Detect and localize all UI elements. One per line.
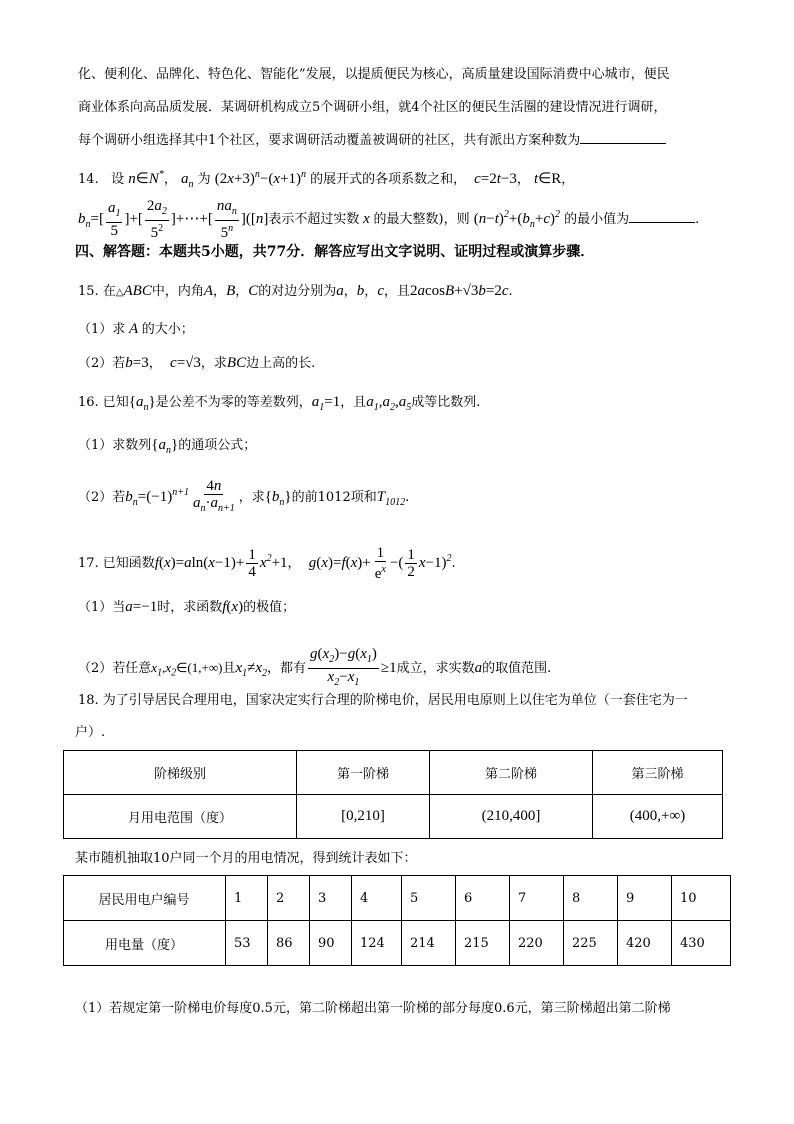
p14-math-sep1: ]+[: [124, 211, 143, 227]
p17-math-f: f(x)=aln(x−1)+: [154, 555, 245, 571]
p14-math-target: $(n-t)^2+(b_n+c)^2$: [473, 209, 560, 230]
p17-q1-b: 时，求函数: [157, 600, 223, 615]
table-cell: 430: [672, 921, 731, 966]
table-cell: 阶梯级别: [64, 751, 297, 795]
p17-q2-frac: $\frac{g(x_2)-g(x_1)}{x_2-x_1}$: [310, 646, 377, 688]
table-cell: 214: [402, 921, 456, 966]
p14-number: 14.: [78, 172, 99, 187]
p18-line2: 户）.: [75, 725, 106, 740]
table-cell: 月用电范围（度）: [64, 795, 297, 839]
table-cell: 3: [310, 876, 352, 921]
table-cell: 420: [618, 921, 672, 966]
p16-stem-d: 成等比数列.: [411, 395, 481, 410]
answer-blank-14: [629, 210, 695, 223]
p18-q1: （1）若规定第一阶梯电价每度0.5元，第二阶梯超出第一阶梯的部分每度0.6元，第三阶梯超出第二阶梯: [75, 1001, 671, 1016]
usage-table: [63, 875, 731, 966]
p18-intro2: 某市随机抽取10户同一个月的用电情况，得到统计表如下：: [75, 851, 417, 866]
table-cell: 124: [352, 921, 402, 966]
table-cell: 9: [618, 876, 672, 921]
p15-q2: （2）若b=3， c=√3，求BC边上高的长.: [78, 355, 316, 371]
p16-q1-b: 的通项公式；: [178, 438, 257, 453]
p15-stem-b: 中，内角: [151, 284, 204, 299]
p14-math-sep2: ]+⋯+[: [170, 211, 213, 227]
p15-math-c: c: [377, 283, 384, 299]
table-cell: (210,400]: [430, 795, 593, 839]
p15-q1-a: （1）求: [78, 322, 126, 337]
table-cell: 1: [226, 876, 268, 921]
p14-math-t: t∈R: [534, 171, 562, 187]
p16-stem-b: 是公差不为零的等差数列，: [155, 395, 312, 410]
p13-line1: 化、便利化、品牌化、特色化、智能化”发展，以提质便民为核心，高质量建设国际消费中心城市，便民: [78, 67, 670, 82]
p16-q2: （2）若$b_n=(-1)^{n+1}$ $\frac{4n}{a_n\cdot a_{n+1}}$ ，求$\{b_n\}$的前1012项和$T_{1012}$.: [78, 478, 409, 517]
p15-stem-c: 的对边分别为: [258, 284, 337, 299]
answer-blank-13: [580, 131, 666, 144]
p16-q1-an: $\{a_n\}$: [151, 437, 179, 456]
p15-q2-BC: BC: [226, 355, 247, 371]
p14-math-c: c=2t−3: [470, 171, 517, 187]
p14-t1: 设: [111, 172, 125, 187]
p17-math-tail: x−1)$^2$: [418, 553, 452, 571]
tier-table: [63, 750, 723, 839]
section-heading: 四、解答题：本题共5小题，共77分．解答应写出文字说明、证明过程或演算步骤．: [75, 244, 595, 260]
p13-line3-text: 每个调研小组选择其中1个社区，要求调研活动覆盖被调研的社区，共有派出方案种数为: [78, 133, 581, 148]
p17-stem: 17. 已知函数f(x)=aln(x−1)+ $\frac{1}{4}$ $x^2+1$， g(x)=f(x)+ $\frac{1}{e^x}$ −( $\frac{1}{2}$ x−1)$^2$.: [78, 545, 456, 582]
p16-stem-c: ，且: [340, 395, 367, 410]
p14-line1: 14. 设 n∈N*， $a_n$ 为 $(2x+3)^n-(x+1)^n$ 的展开式的各项系数之和， c=2t−3， t∈R，: [78, 169, 575, 190]
p15-q1: [78, 320, 194, 339]
table-cell: 225: [564, 921, 618, 966]
table-cell: [0,210]: [297, 795, 430, 839]
table-cell: 第二阶梯: [430, 751, 593, 795]
p14-math-n: n: [128, 171, 136, 187]
p17-q2-c: ，都有: [267, 661, 307, 676]
p17-stem-a: 17. 已知函数: [78, 556, 155, 571]
p16-q2-T: $T_{1012}$: [376, 489, 406, 508]
p16-q2-bn-set: $\{b_n\}$: [264, 489, 292, 508]
p15-math-B: B: [226, 283, 236, 299]
p15-q2-a: （2）若: [78, 356, 126, 371]
p15-stem-a: 15. 在: [78, 284, 116, 299]
table-cell: 90: [310, 921, 352, 966]
p18-line1: 18. 为了引导居民合理用电，国家决定实行合理的阶梯电价，居民用电原则上以住宅为单位（一套住宅为一: [78, 693, 688, 708]
p14-math-in: ∈: [135, 171, 149, 187]
p15-stem: 15. 在△ABC中，内角A，B，C的对边分别为a，b，c，且2acosB+√3b=2c.: [78, 283, 513, 299]
p15-q1-A: A: [125, 321, 142, 337]
table-cell: 8: [564, 876, 618, 921]
p14-t2: 为: [197, 172, 211, 187]
p17-math-f2: $x^2+1$: [259, 553, 288, 571]
p14-t6: 的最小值为: [564, 212, 630, 227]
p14-t5: 的最大整数)，则: [373, 212, 470, 227]
p15-q2-b-val: b=3: [125, 355, 149, 371]
p14-t3: 的展开式的各项系数之和，: [310, 172, 467, 187]
p16-q2-frac: $\frac{4n}{a_n\cdot a_{n+1}}$: [192, 478, 235, 514]
table-cell: 5: [402, 876, 456, 921]
table-cell: (400,+∞): [593, 795, 723, 839]
p17-q2-geq: ≥1: [380, 660, 397, 676]
p17-q1-c: 的极值；: [243, 600, 296, 615]
p17-frac-quarter: $\frac{1}{4}$: [248, 547, 256, 580]
p15-math-triangle: △ABC: [115, 283, 152, 299]
table-row: [64, 921, 731, 966]
p16-q2-a: （2）若: [78, 490, 126, 505]
p15-math-b: b: [356, 283, 365, 299]
table-row: [64, 751, 723, 795]
p15-q2-c: 边上高的长.: [246, 356, 316, 371]
p14-line2: $b_n=$[ $\frac{a_1}{5}$ ]+[ $\frac{2a_2}{5^2}$ ]+⋯+[ $\frac{na_n}{5^n}$ ]([n]表示不超过实数 x 的最大整数)，则 $(n-t)^2+(b_n+c)^2$ 的最小值为 .: [78, 198, 700, 241]
p14-frac-n: $\frac{na_n}{5^n}$: [216, 198, 237, 241]
table-row: [64, 795, 723, 839]
p15-q2-c-val: c=√3: [170, 355, 201, 371]
table-cell: 第三阶梯: [593, 751, 723, 795]
table-cell: 第一阶梯: [297, 751, 430, 795]
p15-q2-b: ，求: [200, 356, 227, 371]
p15-math-condition: 2acosB+√3b=2c: [410, 283, 509, 299]
p16-math-an: $\{a_n\}$: [128, 394, 156, 413]
table-row: [64, 876, 731, 921]
p16-q2-b: ，求: [238, 490, 265, 505]
table-cell: 4: [352, 876, 402, 921]
p17-frac-half: $\frac{1}{2}$: [407, 547, 415, 580]
p16-stem: [78, 393, 480, 417]
p17-q2-neq: $x_1\ne x_2$: [235, 660, 268, 679]
p16-q2-bn: $b_n=(-1)^{n+1}$: [125, 487, 189, 508]
p14-frac-2: $\frac{2a_2}{5^2}$: [146, 198, 167, 241]
p13-line2: 商业体系向高品质发展．某调研机构成立5个调研小组，就4个社区的便民生活圈的建设情况进行调研，: [78, 100, 667, 115]
p14-math-floor: [n]: [250, 211, 269, 227]
p17-q2-d: 成立，求实数: [396, 661, 475, 676]
p14-math-sep3: ](: [240, 211, 251, 227]
p15-stem-d: ，且: [383, 284, 410, 299]
p17-q2-a: （2）若任意: [78, 661, 152, 676]
p14-math-N: N*: [148, 169, 164, 187]
p14-math-expr: $(2x+3)^n-(x+1)^n$: [214, 169, 307, 187]
p14-t4: 表示不超过实数: [268, 212, 360, 227]
p14-math-an: $a_n$: [180, 171, 194, 190]
p17-q1-a: （1）当: [78, 600, 126, 615]
p17-q2-x: $x_1,x_2\in(1,+\infty)$: [151, 660, 223, 679]
table-cell: 居民用电户编号: [64, 876, 226, 921]
table-cell: 53: [226, 921, 268, 966]
p14-math-x: x: [359, 211, 374, 227]
p17-q1-f: f(x): [222, 599, 244, 615]
table-cell: 215: [456, 921, 510, 966]
p17-q2: [78, 646, 551, 691]
p16-math-terms: $a_1,a_2,a_5$: [366, 394, 412, 413]
table-cell: 10: [672, 876, 731, 921]
p17-math-minus: −(: [389, 555, 404, 571]
p16-stem-a: 16. 已知: [78, 395, 129, 410]
p16-math-a1: $a_1=1$: [311, 394, 341, 413]
table-cell: 7: [510, 876, 564, 921]
table-cell: 86: [268, 921, 310, 966]
p15-math-a: a: [336, 283, 344, 299]
p14-math-bn: $b_n=$[: [78, 211, 104, 230]
p14-frac-1: $\frac{a_1}{5}$: [107, 200, 121, 239]
p16-q2-c: 的前1012项和: [291, 490, 377, 505]
table-cell: 6: [456, 876, 510, 921]
p15-math-C: C: [248, 283, 259, 299]
p17-math-g: g(x)=f(x)+: [308, 555, 371, 571]
table-cell: 220: [510, 921, 564, 966]
table-cell: 2: [268, 876, 310, 921]
p15-q1-b: 的大小；: [141, 322, 194, 337]
p17-q2-b: 且: [222, 661, 236, 676]
table-cell: 用电量（度）: [64, 921, 226, 966]
p13-line3: [78, 131, 666, 150]
p17-q1: [78, 598, 295, 617]
p17-q2-a-var: a: [474, 660, 483, 676]
p16-q1: [78, 436, 256, 460]
p17-q2-e: 的取值范围.: [482, 661, 552, 676]
p15-math-ABC: A: [203, 283, 214, 299]
p17-q1-aval: a=−1: [125, 599, 158, 615]
p17-frac-ex: $\frac{1}{e^x}$: [374, 545, 386, 582]
p16-q1-a: （1）求数列: [78, 438, 152, 453]
